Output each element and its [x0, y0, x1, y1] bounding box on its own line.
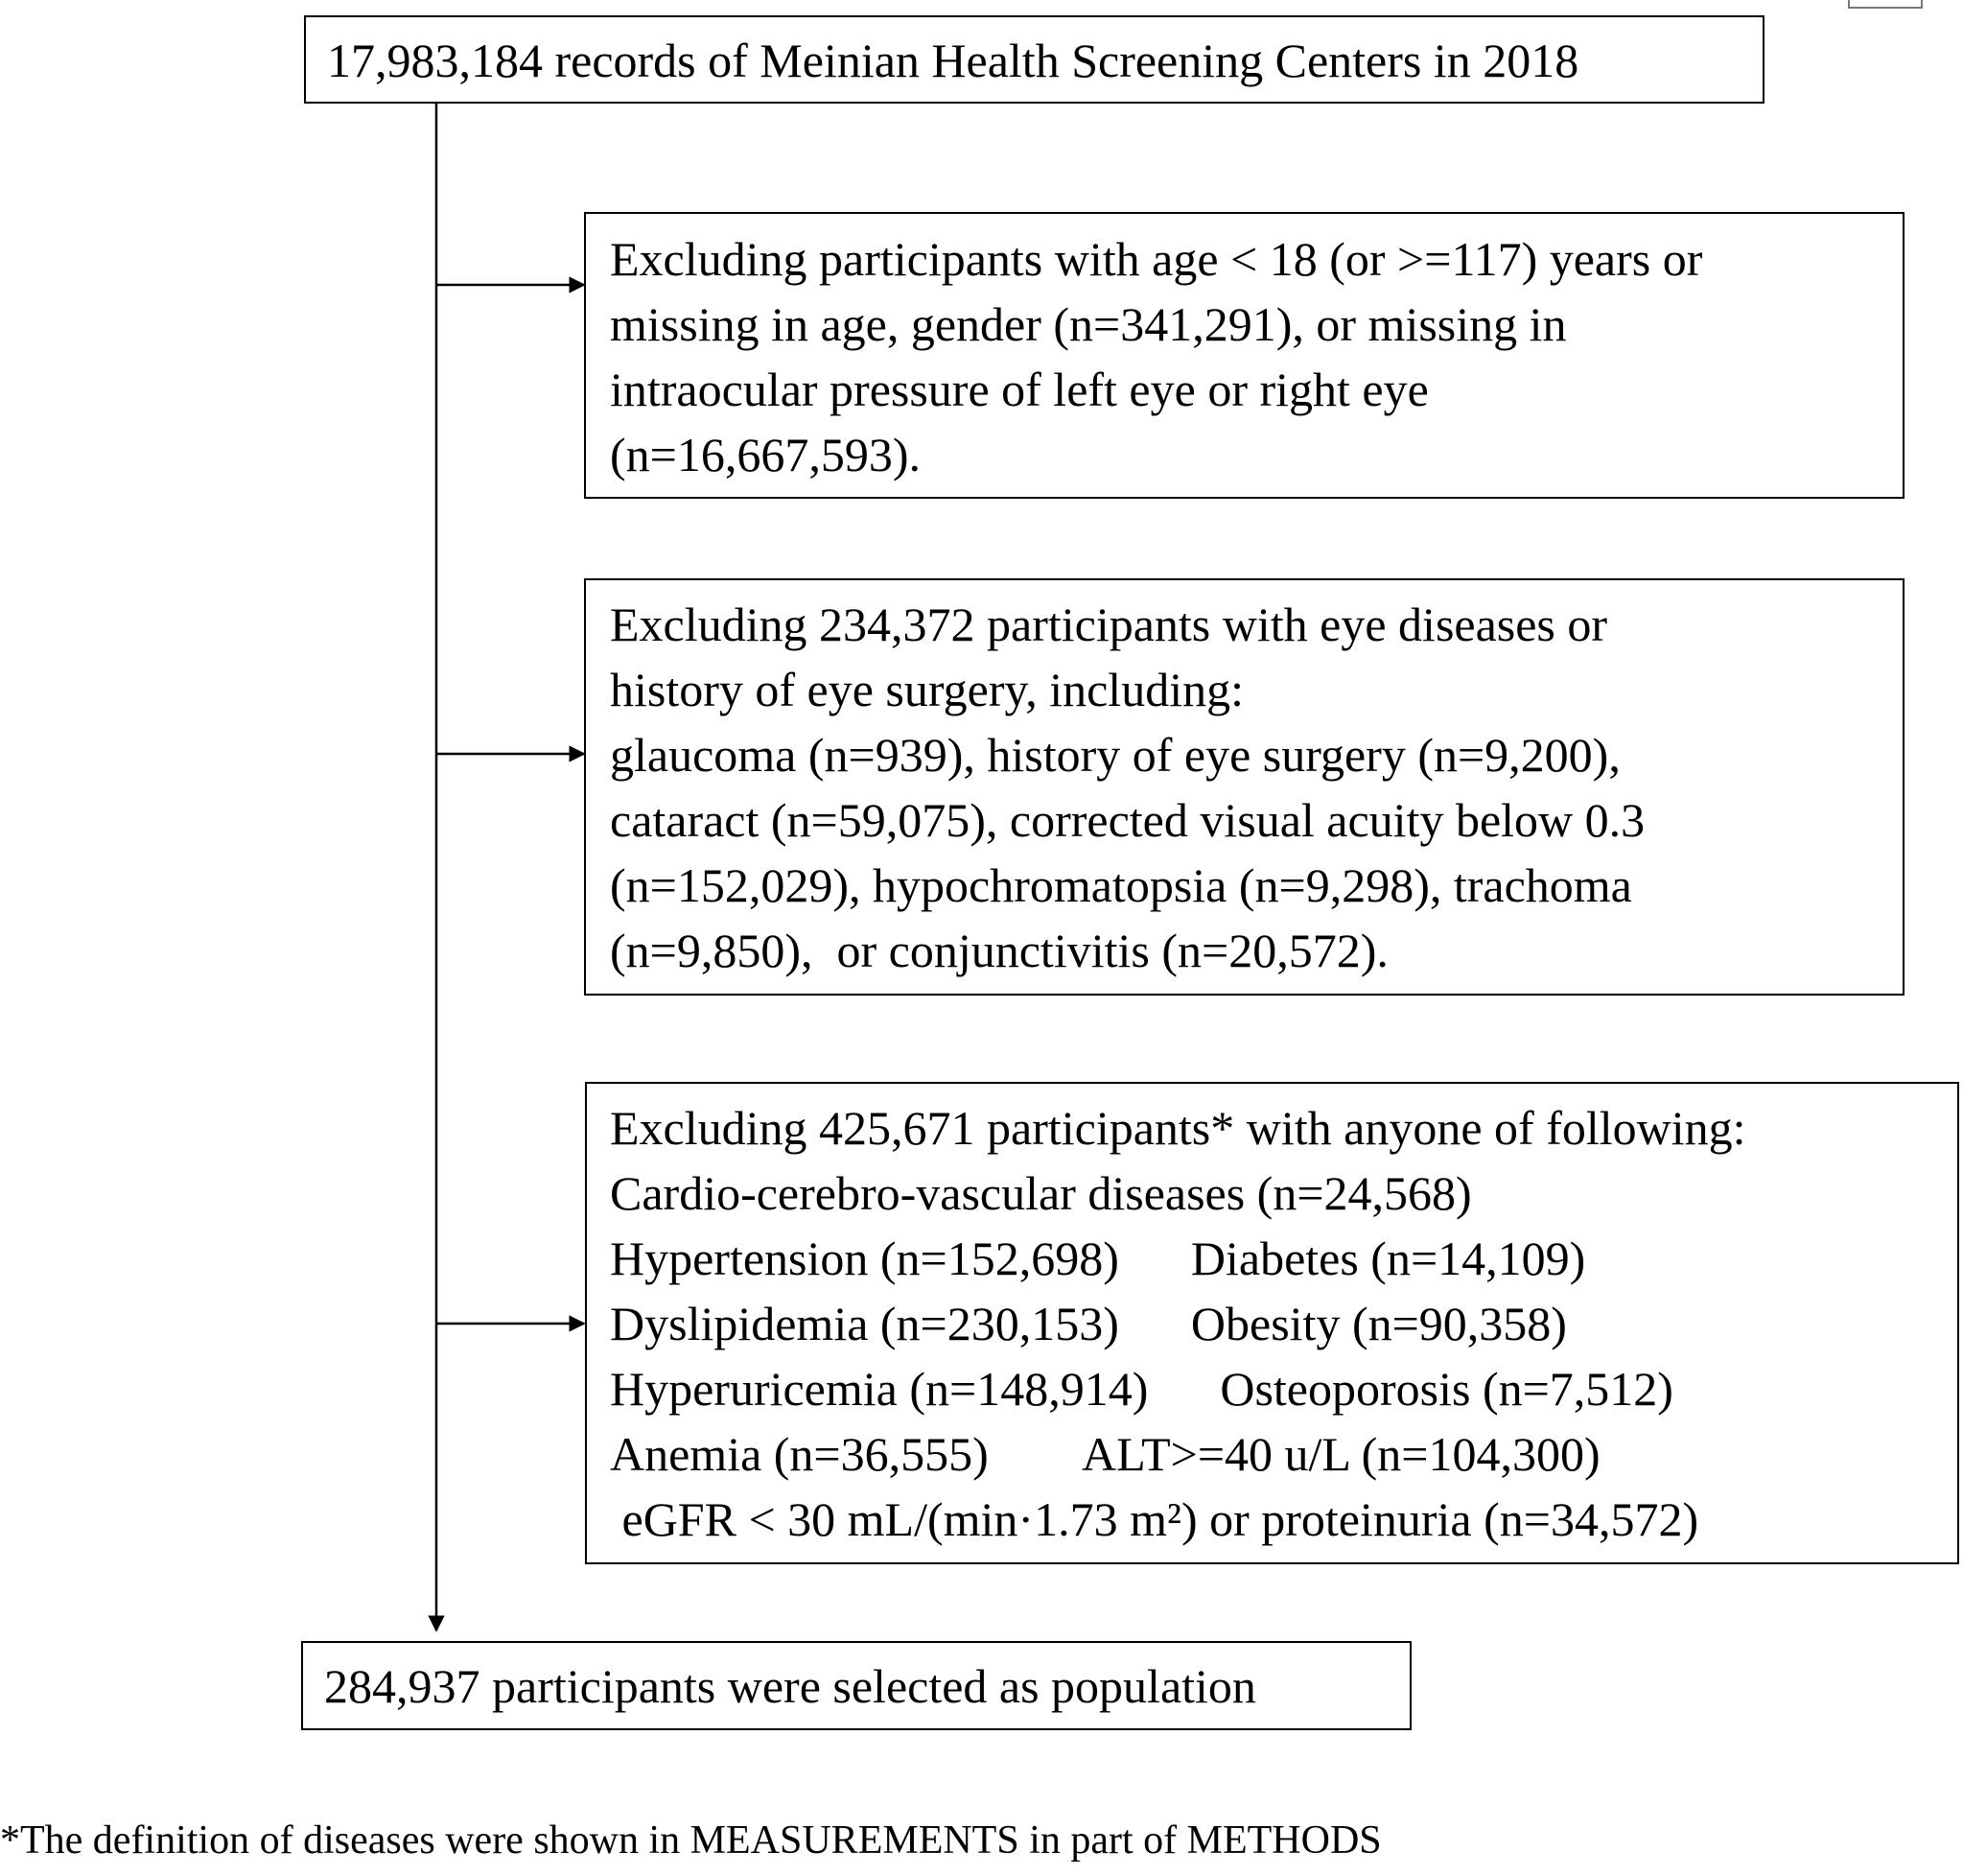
exclusion-1-line: Excluding participants with age < 18 (or >=117) years or — [610, 232, 1703, 286]
exclusion-1-line: missing in age, gender (n=341,291), or missing in — [610, 297, 1567, 351]
exclusion-1-line: intraocular pressure of left eye or right eye — [610, 363, 1429, 416]
exclusion-3-line: Hyperuricemia (n=148,914) Osteoporosis (n=7,512) — [610, 1362, 1673, 1416]
exclusion-box-age-gender-iop — [584, 212, 1905, 499]
exclusion-2-line: cataract (n=59,075), corrected visual acuity below 0.3 — [610, 793, 1646, 847]
exclusion-2-line: (n=9,850), or conjunctivitis (n=20,572). — [610, 924, 1389, 977]
exclusion-3-line: eGFR < 30 mL/(min·1.73 m²) or proteinuria (n=34,572) — [610, 1492, 1699, 1546]
exclusion-2-line: history of eye surgery, including: — [610, 663, 1244, 716]
exclusion-1-line: (n=16,667,593). — [610, 428, 921, 481]
final-population-box — [301, 1641, 1412, 1730]
exclusion-3-line: Excluding 425,671 participants* with anyone of following: — [610, 1101, 1746, 1155]
start-records-box — [304, 15, 1764, 104]
exclusion-2-line: (n=152,029), hypochromatopsia (n=9,298), trachoma — [610, 858, 1632, 912]
exclusion-2-line: glaucoma (n=939), history of eye surgery (n=9,200), — [610, 728, 1621, 782]
footnote: *The definition of diseases were shown in MEASUREMENTS in part of METHODS — [0, 1818, 1382, 1863]
exclusion-3-line: Cardio-cerebro-vascular diseases (n=24,568) — [610, 1166, 1472, 1220]
exclusion-3-line: Anemia (n=36,555) ALT>=40 u/L (n=104,300) — [610, 1427, 1601, 1481]
exclusion-2-line: Excluding 234,372 participants with eye diseases or — [610, 598, 1608, 651]
exclusion-3-line: Dyslipidemia (n=230,153) Obesity (n=90,358) — [610, 1297, 1567, 1350]
exclusion-3-line: Hypertension (n=152,698) Diabetes (n=14,109) — [610, 1231, 1586, 1285]
start-records-text: 17,983,184 records of Meinian Health Screening Centers in 2018 — [327, 34, 1579, 87]
exclusion-box-eye-diseases — [584, 578, 1905, 996]
exclusion-box-comorbidities — [585, 1082, 1959, 1564]
final-population-text: 284,937 participants were selected as population — [324, 1659, 1256, 1713]
